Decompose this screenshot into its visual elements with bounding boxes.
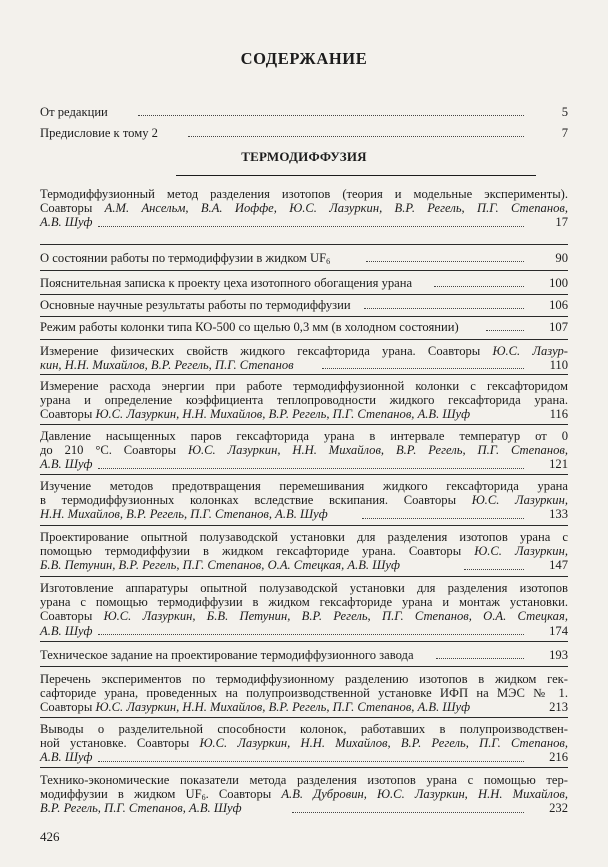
page-title: СОДЕРЖАНИЕ [240,49,368,68]
page-number: 426 [40,829,60,844]
toc-entry [40,126,568,140]
toc-entry: Давление насыщенных паров гексафторида урана в интервале температур от 0 до 210 °С. Соавторы Ю.С. Лазуркин, Н.Н. Михайлов, В.Р. Регель, П.Г. Степанов, А.В. Шуф 121 [40,429,568,472]
toc-entry-page: 107 [549,320,568,334]
divider [40,474,568,475]
toc-entry: Основные научные результаты работы по термодиффузии 106 [40,298,568,312]
toc-entry-page: 133 [549,507,568,522]
toc-entry-page: 232 [549,801,568,816]
toc-entry: Режим работы колонки типа КО-500 со щелью 0,3 мм (в холодном состоянии) 107 [40,320,568,334]
toc-entry-page: 174 [549,623,568,638]
toc-entry: Технико-экономические показатели метода разделения изотопов урана с помощью тер- модиффузии в жидком $UF_6$. Соавторы А.В. Дубровин, Ю.С. Лазуркин, Н.Н. Михайлов, В.Р. Регель, П.Г. Степанов, А.В. Шуф 232 [40,773,568,816]
toc-entry: Пояснительная записка к проекту цеха изотопного обогащения урана 100 [40,276,568,290]
toc-entry-text: Предисловие к тому 2 7 [40,126,568,140]
divider [40,641,568,642]
divider [40,270,568,271]
divider [40,294,568,295]
toc-entry-page: 121 [549,457,568,472]
toc-entry: Измерение расхода энергии при работе термодиффузионной колонки с гексафторидом урана и определение коэффициента теплопроводности жидкого гексафторида урана. Соавторы Ю.С. Лазуркин, Н.Н. Михайлов, В.Р. Регель, П.Г. Степанов, А.В. Шуф 116 [40,379,568,422]
toc-entry: Техническое задание на проектирование термодиффузионного завода 193 [40,648,568,662]
toc-entry-page: 110 [549,358,568,373]
divider [40,666,568,667]
divider [40,525,568,526]
section-heading: ТЕРМОДИФФУЗИЯ [241,149,367,164]
toc-entry-page: 193 [549,648,568,662]
divider [40,576,568,577]
section-rule [176,175,536,176]
toc-entry-page: 90 [555,251,568,265]
toc-entry: Изготовление аппаратуры опытной полузаводской установки для разделения изотопов урана с помощью термодиффузии в жидком гексафториде урана и монтаж установки. Соавторы Ю.С. Лазуркин, Б.В. Петунин, В.Р. Регель, П.Г. Степанов, О.А. Стецкая, А.В. Шуф 174 [40,581,568,638]
toc-entry-text: От редакции 5 [40,105,568,119]
toc-entry: Выводы о разделительной способности колонок, работавших в полупроизводствен- ной установке. Соавторы Ю.С. Лазуркин, Н.Н. Михайлов, В.Р. Регель, П.Г. Степанов, А.В. Шуф 216 [40,722,568,765]
toc-entry-page: 106 [549,298,568,312]
toc-entry-page: 5 [561,105,568,119]
toc-entry-page: 7 [561,126,568,140]
divider [40,767,568,768]
toc-entry: Изучение методов предотвращения перемешивания жидкого гексафторида урана в термодиффузионных колонках вследствие вскипания. Соавторы Ю.С. Лазуркин, Н.Н. Михайлов, В.Р. Регель, П.Г. Степанов, А.В. Шуф 133 [40,479,568,522]
divider [40,339,568,340]
toc-entry-page: 116 [549,407,568,422]
divider [40,316,568,317]
divider [40,424,568,425]
toc-entry-page: 100 [549,276,568,290]
toc-entry: Перечень экспериментов по термодиффузионному разделению изотопов в жидком гек- сафториде урана, проведенных на полупроизводственной установке ИФП на МЭС № 1. Соавторы Ю.С. Лазуркин, Н.Н. Михайлов, В.Р. Регель, П.Г. Степанов, А.В. Шуф 213 [40,672,568,715]
divider [40,374,568,375]
toc-entry-page: 147 [549,558,568,573]
toc-entry: Измерение физических свойств жидкого гексафторида урана. Соавторы Ю.С. Лазур- кин, Н.Н. Михайлов, В.Р. Регель, П.Г. Степанов 110 [40,344,568,373]
toc-entry-page: 216 [549,750,568,765]
toc-entry: Проектирование опытной полузаводской установки для разделения изотопов урана с помощью термодиффузии в жидком гексафториде урана. Соавторы Ю.С. Лазуркин, Б.В. Петунин, В.Р. Регель, П.Г. Степанов, О.А. Стецкая, А.В. Шуф 147 [40,530,568,573]
toc-entry: О состоянии работы по термодиффузии в жидком $UF_6$ 90 [40,251,568,266]
toc-entry [40,105,568,119]
toc-entry-page: 17 [555,215,568,230]
divider [40,717,568,718]
divider [40,244,568,245]
toc-entry: Термодиффузионный метод разделения изотопов (теория и модельные эксперименты). Соавторы А.М. Ансельм, В.А. Иоффе, Ю.С. Лазуркин, В.Р. Регель, П.Г. Степанов, А.В. Шуф 17 [40,187,568,230]
toc-entry-page: 213 [549,700,568,715]
